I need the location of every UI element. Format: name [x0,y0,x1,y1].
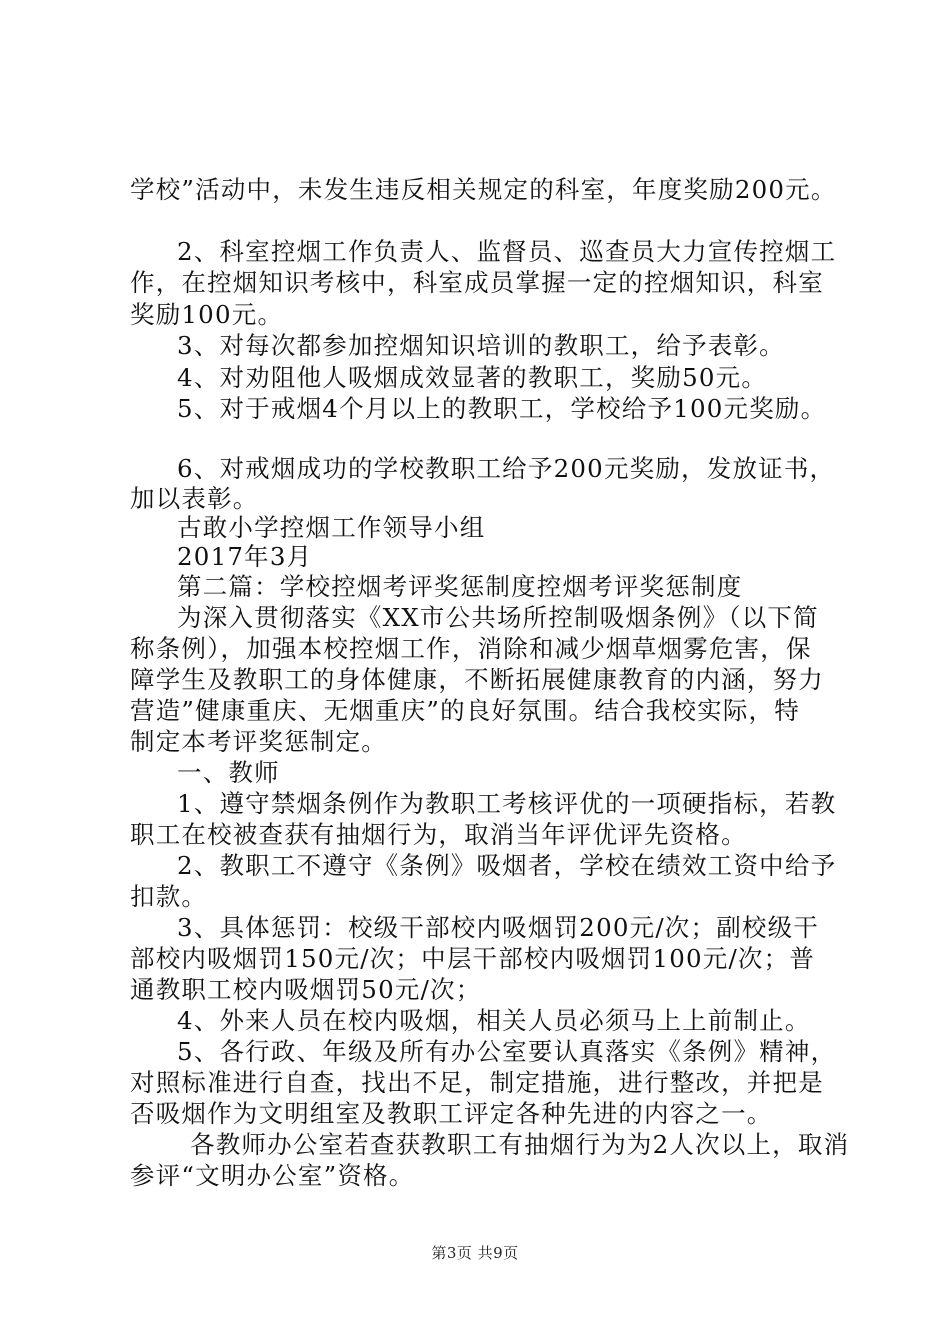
paragraph-line: 4、外来人员在校内吸烟，相关人员必须马上上前制止。 [177,1006,811,1035]
paragraph-line: 扣款。 [130,882,208,911]
paragraph-line: 1、遵守禁烟条例作为教职工考核评优的一项硬指标，若教 [177,789,837,818]
paragraph-line: 对照标准进行自查，找出不足，制定措施，进行整改，并把是 [130,1068,824,1097]
paragraph-line: 2、教职工不遵守《条例》吸烟者，学校在绩效工资中给予 [177,851,837,880]
paragraph-line: 通教职工校内吸烟罚50元/次； [130,975,482,1004]
paragraph-line: 2、科室控烟工作负责人、监督员、巡查员大力宣传控烟工 [177,237,837,266]
section-heading: 第二篇：学校控烟考评奖惩制度控烟考评奖惩制度 [177,572,743,601]
paragraph-line: 作，在控烟知识考核中，科室成员掌握一定的控烟知识，科室 [130,268,824,297]
paragraph-line: 职工在校被查获有抽烟行为，取消当年评优评先资格。 [130,820,747,849]
paragraph-line: 制定本考评奖惩制定。 [130,727,387,756]
paragraph-line: 3、对每次都参加控烟知识培训的教职工，给予表彰。 [177,331,785,360]
paragraph-line: 各教师办公室若查获教职工有抽烟行为为2人次以上，取消 [190,1130,850,1159]
page-number-footer: 第3页 共9页 [431,1244,519,1262]
signature-org: 古敢小学控烟工作领导小组 [177,513,486,542]
paragraph-line: 学校”活动中，未发生违反相关规定的科室，年度奖励200元。 [130,175,837,204]
paragraph-line: 5、对于戒烟4个月以上的教职工，学校给予100元奖励。 [177,394,827,423]
paragraph-line: 障学生及教职工的身体健康，不断拓展健康教育的内涵，努力 [130,665,824,694]
paragraph-line: 奖励100元。 [130,300,284,329]
signature-date: 2017年3月 [177,542,313,571]
paragraph-line: 部校内吸烟罚150元/次；中层干部校内吸烟罚100元/次；普 [130,944,816,973]
paragraph-line: 称条例），加强本校控烟工作，消除和减少烟草烟雾危害，保 [130,634,812,663]
paragraph-line: 6、对戒烟成功的学校教职工给予200元奖励，发放证书， [177,454,836,483]
paragraph-line: 为深入贯彻落实《XX市公共场所控制吸烟条例》（以下简 [177,603,819,632]
subsection-heading: 一、教师 [177,758,280,787]
paragraph-line: 营造”健康重庆、无烟重庆”的良好氛围。结合我校实际，特 [130,696,800,725]
paragraph-line: 4、对劝阻他人吸烟成效显著的教职工，奖励50元。 [177,363,768,392]
paragraph-line: 3、具体惩罚：校级干部校内吸烟罚200元/次；副校级干 [177,913,820,942]
paragraph-line: 否吸烟作为文明组室及教职工评定各种先进的内容之一。 [130,1099,773,1128]
paragraph-line: 5、各行政、年级及所有办公室要认真落实《条例》精神， [177,1037,837,1066]
paragraph-line: 加以表彰。 [130,484,259,513]
paragraph-line: 参评“文明办公室”资格。 [130,1161,415,1190]
